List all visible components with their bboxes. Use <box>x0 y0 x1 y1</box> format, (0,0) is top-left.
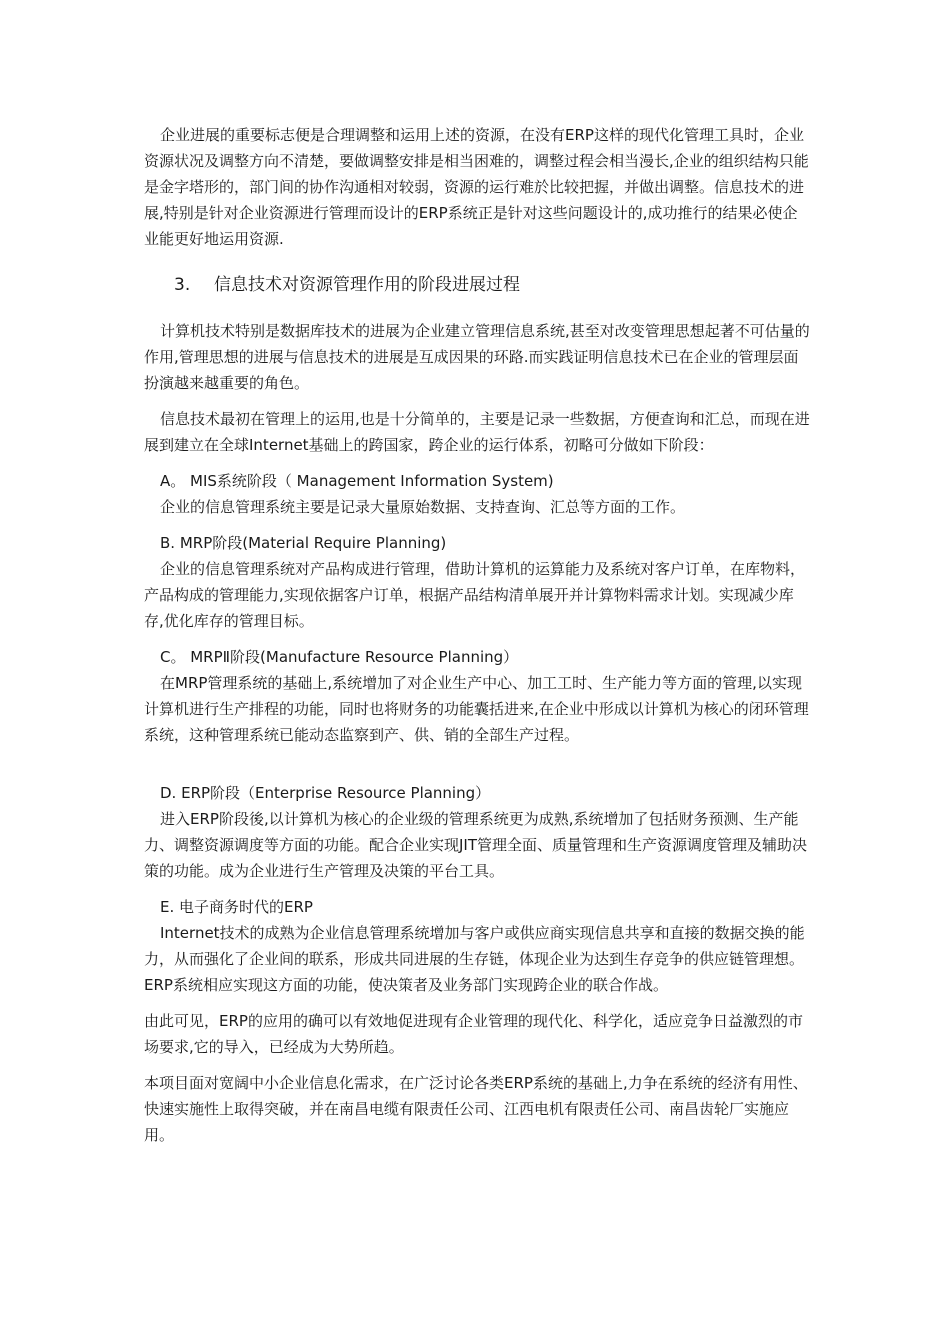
conclusion-paragraph: 由此可见，ERP的应用的确可以有效地促进现有企业管理的现代化、科学化，适应竞争日益激烈的市场要求,它的导入，已经成为大势所趋。 <box>144 1012 803 1056</box>
stage-d-text: 进入ERP阶段後,以计算机为核心的企业级的管理系统更为成熟,系统增加了包括财务预测、生产能力、调整资源调度等方面的功能。配合企业实现JIT管理全面、质量管理和生产资源调度管理及辅助决策的功能。成为企业进行生产管理及决策的平台工具。 <box>144 810 808 880</box>
final-paragraph: 本项目面对宽阔中小企业信息化需求，在广泛讨论各类ERP系统的基础上,力争在系统的经济有用性、快速实施性上取得突破，并在南昌电缆有限责任公司、江西电机有限责任公司、南昌齿轮厂实施应用。 <box>144 1074 808 1144</box>
stage-b-text: 企业的信息管理系统对产品构成进行管理，借助计算机的运算能力及系统对客户订单，在库物料，产品构成的管理能力,实现依据客户订单，根据产品结构清单展开并计算物料需求计划。实现减少库存,优化库存的管理目标。 <box>144 560 806 630</box>
body-paragraph: 计算机技术特别是数据库技术的进展为企业建立管理信息系统,甚至对改变管理思想起著不可估量的作用,管理思想的进展与信息技术的进展是互成因果的环路.而实践证明信息技术已在企业的管理层面扮演越来越重要的角色。 <box>144 322 810 392</box>
section-number: 3. <box>174 275 191 295</box>
section-title: 信息技术对资源管理作用的阶段进展过程 <box>214 275 520 295</box>
intro-paragraph: 企业进展的重要标志便是合理调整和运用上述的资源，在没有ERP这样的现代化管理工具时，企业资源状况及调整方向不清楚，要做调整安排是相当困难的，调整过程会相当漫长,企业的组织结构只能是金字塔形的，部门间的协作沟通相对较弱，资源的运行难於比较把握，并做出调整。信息技术的进展,特别是针对企业资源进行管理而设计的ERP系统正是针对这些问题设计的,成功推行的结果必使企业能更好地运用资源. <box>144 126 809 248</box>
section-heading <box>144 272 810 298</box>
stage-e-heading: E. 电子商务时代的ERP <box>160 898 313 916</box>
stage-c-heading: C。 MRPⅡ阶段(Manufacture Resource Planning） <box>160 648 519 666</box>
document-page <box>144 122 810 1148</box>
body-paragraph: 信息技术最初在管理上的运用,也是十分简单的，主要是记录一些数据，方便查询和汇总，而现在进展到建立在全球Internet基础上的跨国家，跨企业的运行体系，初略可分做如下阶段： <box>144 410 810 454</box>
stage-a-heading: A。 MIS系统阶段（ Management Information System) <box>160 472 554 490</box>
stage-a-text: 企业的信息管理系统主要是记录大量原始数据、支持查询、汇总等方面的工作。 <box>160 498 686 516</box>
stage-d-heading: D. ERP阶段（Enterprise Resource Planning） <box>160 784 491 802</box>
stage-c-text: 在MRP管理系统的基础上,系统增加了对企业生产中心、加工工时、生产能力等方面的管理,以实现计算机进行生产排程的功能，同时也将财务的功能囊括进来,在企业中形成以计算机为核心的闭环管理系统，这种管理系统已能动态监察到产、供、销的全部生产过程。 <box>144 674 809 744</box>
stage-b-heading: B. MRP阶段(Material Require Planning) <box>160 534 447 552</box>
stage-e-text: Internet技术的成熟为企业信息管理系统增加与客户或供应商实现信息共享和直接的数据交换的能力，从而强化了企业间的联系，形成共同进展的生存链，体现企业为达到生存竞争的供应链管理想。ERP系统相应实现这方面的功能，使决策者及业务部门实现跨企业的联合作战。 <box>144 924 805 994</box>
